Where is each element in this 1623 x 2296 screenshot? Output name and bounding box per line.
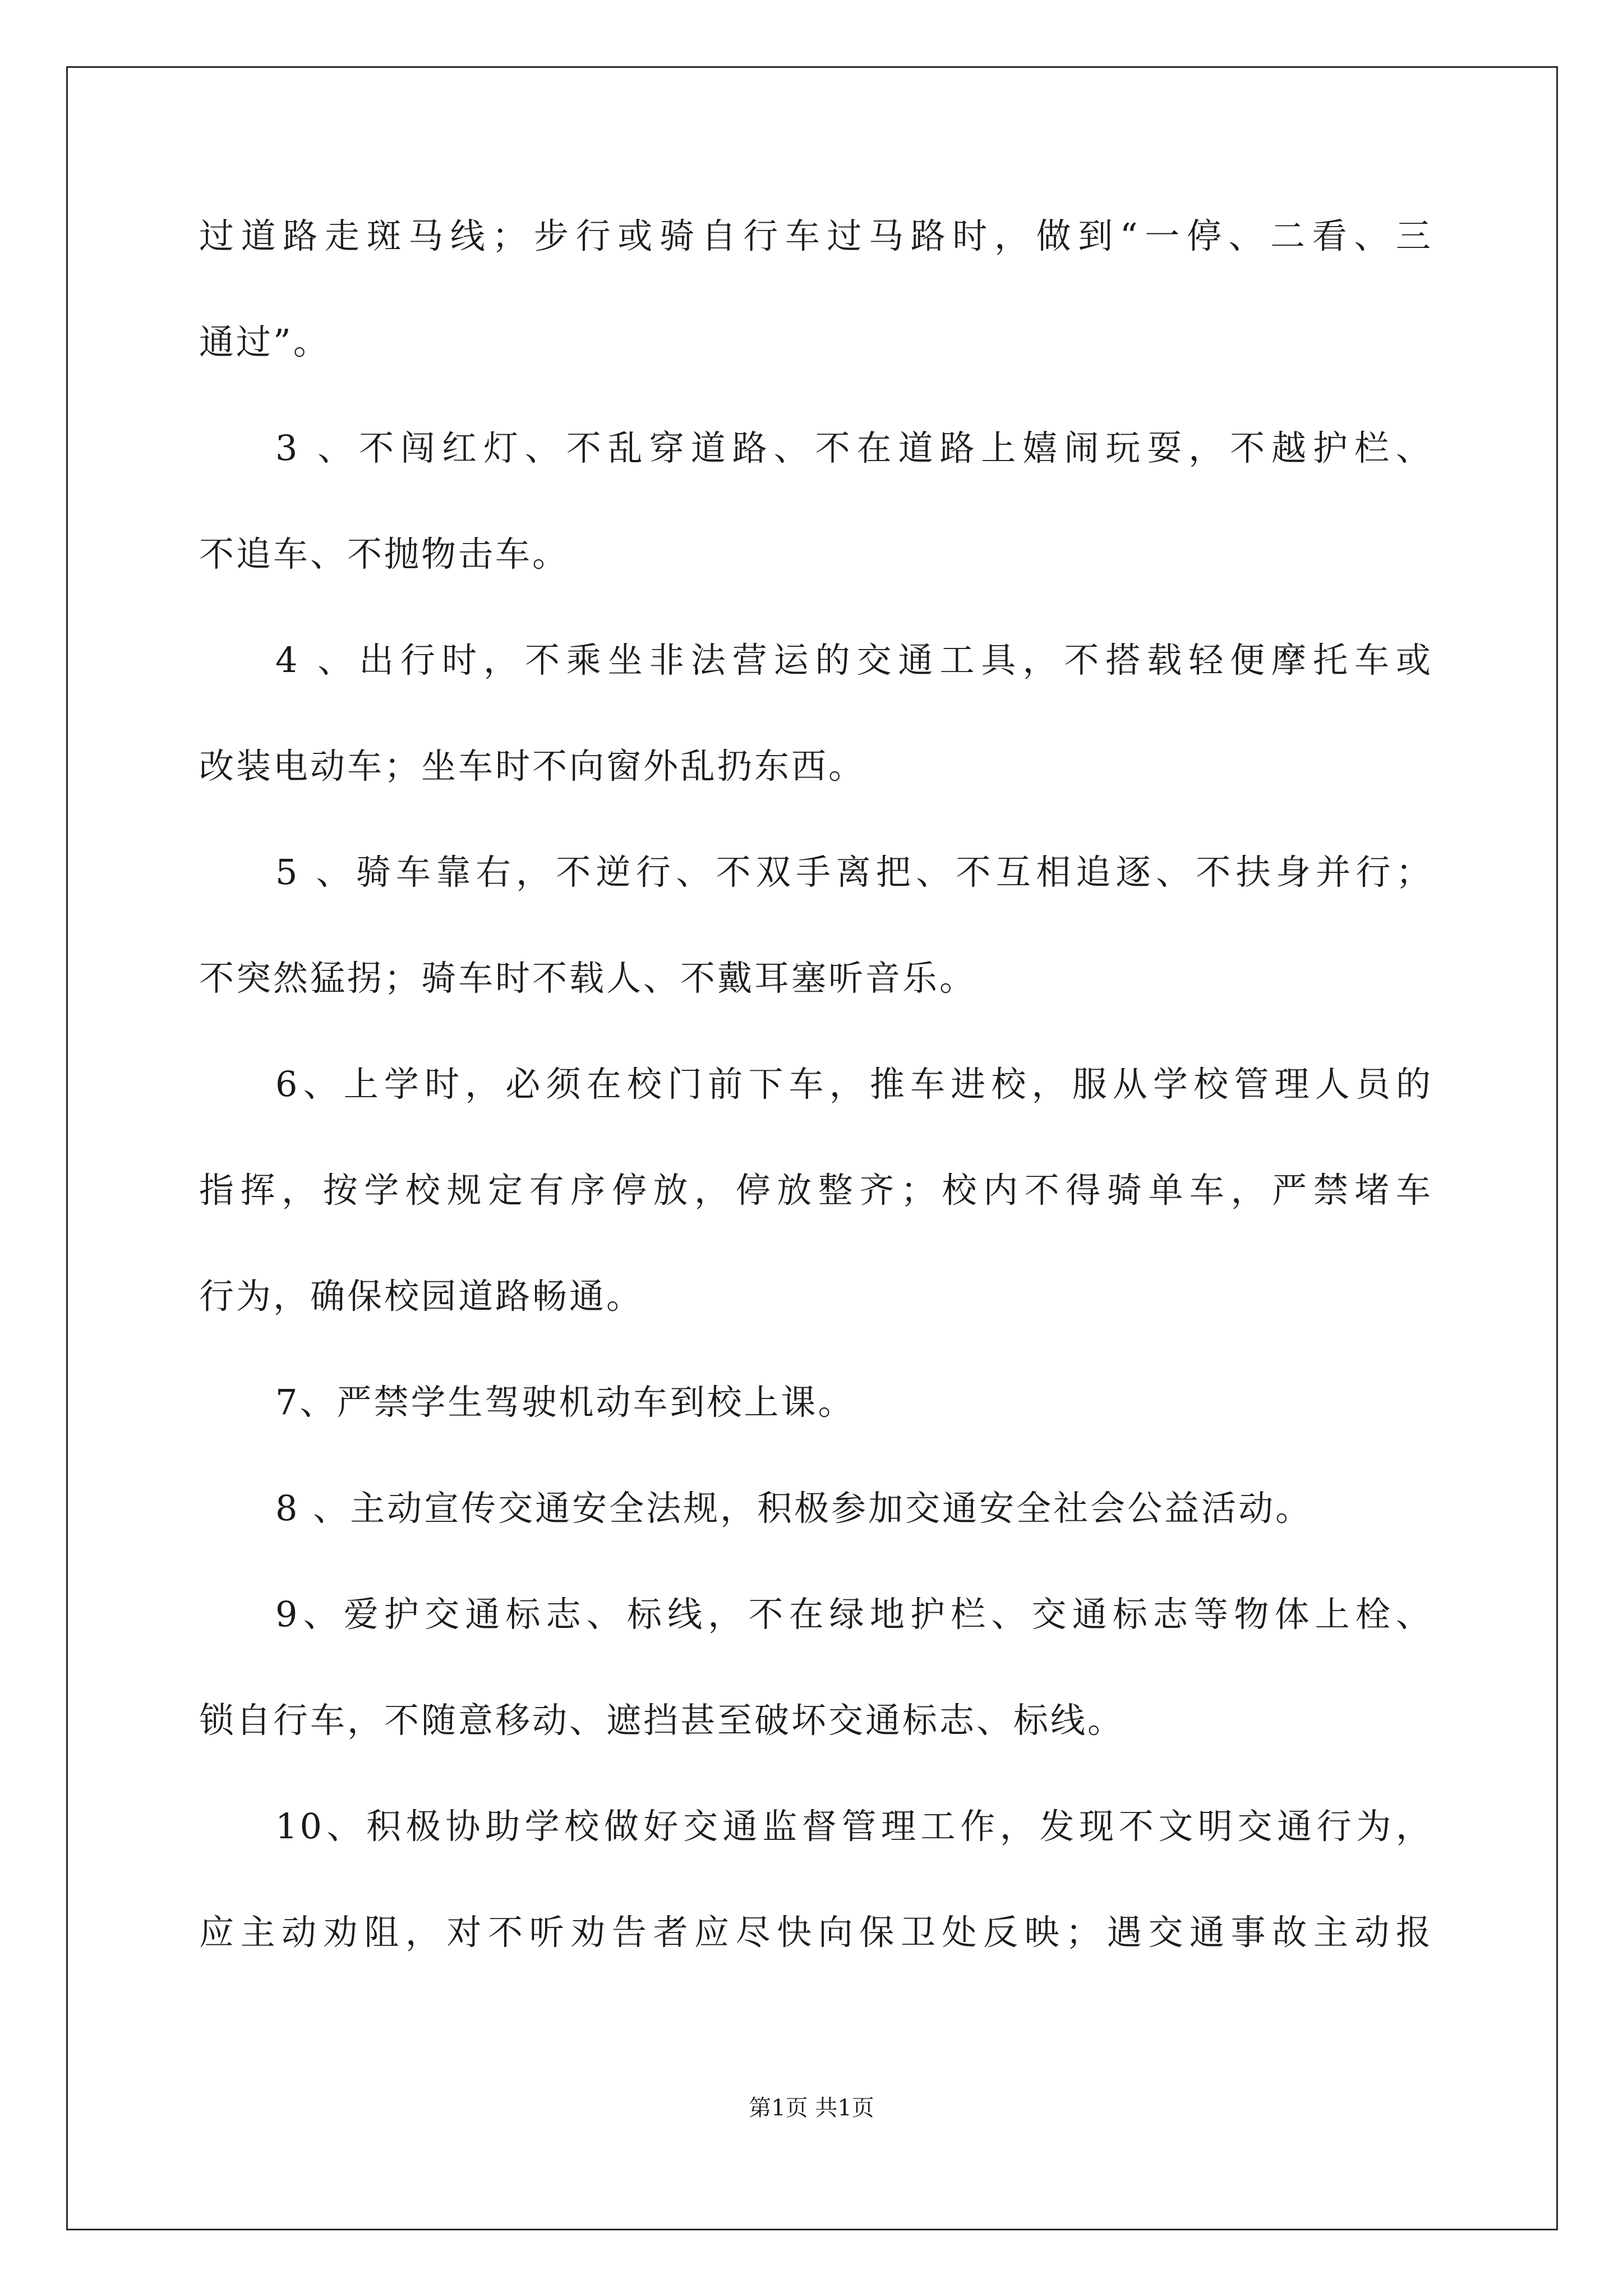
text-line: 锁自行车，不随意移动、遮挡甚至破坏交通标志、标线。 <box>199 1700 1125 1741</box>
page-footer: 第1页 共1页 <box>749 2095 874 2121</box>
text-line: 10、积极协助学校做好交通监督管理工作，发现不文明交通行为， <box>275 1806 1433 1847</box>
text-line: 指挥，按学校规定有序停放，停放整齐；校内不得骑单车，严禁堵车 <box>199 1170 1433 1211</box>
text-line: 9、爱护交通标志、标线，不在绿地护栏、交通标志等物体上栓、 <box>275 1594 1433 1635</box>
text-line: 4 、出行时，不乘坐非法营运的交通工具，不搭载轻便摩托车或 <box>275 639 1433 680</box>
document-body <box>199 215 1433 2021</box>
text-line: 3 、不闯红灯、不乱穿道路、不在道路上嬉闹玩耍，不越护栏、 <box>275 427 1433 468</box>
text-line: 行为，确保校园道路畅通。 <box>199 1276 644 1317</box>
text-line: 8 、主动宣传交通安全法规，积极参加交通安全社会公益活动。 <box>275 1488 1313 1529</box>
text-line: 5 、骑车靠右，不逆行、不双手离把、不互相追逐、不扶身并行； <box>275 852 1433 892</box>
text-line: 6、上学时，必须在校门前下车，推车进校，服从学校管理人员的 <box>275 1064 1433 1105</box>
text-line: 不追车、不抛物击车。 <box>199 533 570 574</box>
text-line: 改装电动车；坐车时不向窗外乱扔东西。 <box>199 746 866 786</box>
text-line: 通过”。 <box>199 321 330 362</box>
text-line: 过道路走斑马线；步行或骑自行车过马路时，做到“一停、二看、三 <box>199 215 1433 256</box>
text-line: 不突然猛拐；骑车时不载人、不戴耳塞听音乐。 <box>199 958 977 999</box>
text-line: 应主动劝阻，对不听劝告者应尽快向保卫处反映；遇交通事故主动报 <box>199 1912 1433 1953</box>
text-line: 7、严禁学生驾驶机动车到校上课。 <box>275 1382 855 1423</box>
